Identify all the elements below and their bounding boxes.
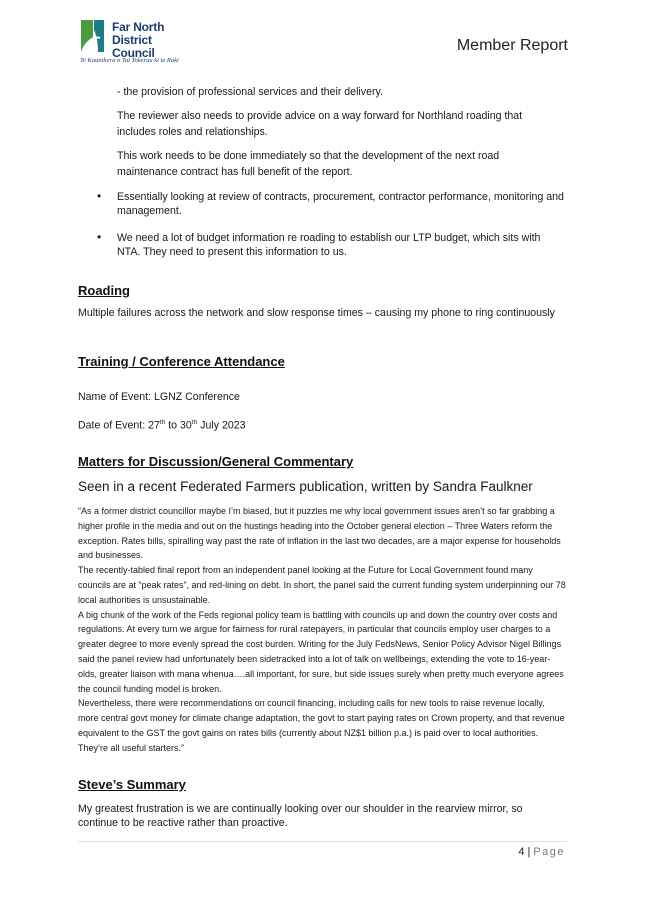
event-date (78, 416, 246, 433)
quote-paragraph-4: Nevertheless, there were recommendations on council financing, including calls for new tools to raise revenue locally, more central govt money for climate change adaptation, the govt to start paying rates on Crown property, and that revenue equivalent to the GST the govt gains on rates bills (currently about NZ$1 billion p.a.) is paid over to local authorities. They’re all useful starters.” (78, 698, 565, 753)
roading-heading: Roading (78, 283, 130, 298)
roading-text: Multiple failures across the network and slow response times – causing my phone to ring continuously (78, 307, 555, 319)
event-date-prefix: Date of Event: 27 (78, 419, 160, 432)
event-name: Name of Event: LGNZ Conference (78, 391, 240, 403)
bullet-icon: • (97, 189, 102, 203)
footer-separator: | (527, 846, 531, 858)
quote-paragraph-2: The recently-tabled final report from an independent panel looking at the Future for Local Government found many councils are at “peak rates”, and red-lining on debt. In short, the panel said the current funding system underpinning our 78 local authorities is unsustainable. (78, 565, 566, 605)
bullet-item-2: We need a lot of budget information re roading to establish our LTP budget, which sits with NTA. They need to present this information to us. (117, 232, 541, 258)
summary-heading: Steve’s Summary (78, 777, 186, 792)
event-date-mid: to 30 (165, 419, 192, 432)
matters-heading: Matters for Discussion/General Commentary (78, 454, 354, 469)
intro-paragraph-1: - the provision of professional services and their delivery. (117, 86, 383, 98)
bullet-item-1: Essentially looking at review of contracts, procurement, contractor performance, monitoring and management. (117, 191, 564, 217)
page-number: 4 (518, 846, 525, 858)
council-logo (78, 18, 188, 68)
document-title: Member Report (456, 37, 568, 54)
intro-paragraph-3: This work needs to be done immediately so that the development of the next road maintenance contract has full benefit of the report. (117, 150, 500, 178)
footer-divider (78, 841, 567, 842)
bullet-icon: • (97, 230, 102, 244)
council-emblem-icon (78, 18, 106, 54)
summary-text: My greatest frustration is we are continually looking over our shoulder in the rearview mirror, so continue to be reactive rather than proactive. (78, 803, 523, 829)
intro-paragraph-2: The reviewer also needs to provide advice on a way forward for Northland roading that includes roles and relationships. (117, 110, 523, 138)
org-tagline: Te Kaunihera o Tai Tokerau ki te Raki (80, 57, 179, 64)
page-label: Page (533, 846, 565, 858)
event-date-sup1: th (159, 419, 166, 426)
matters-subheading: Seen in a recent Federated Farmers publication, written by Sandra Faulkner (78, 479, 533, 494)
quote-block (78, 504, 566, 756)
quote-paragraph-1: “As a former district councillor maybe I’m biased, but it puzzles me why local government issues aren’t so far grabbing a higher profile in the media and out on the hustings heading into the October general election – Three Waters reform the exception. Rates bills, spiralling way past the rate of inflation in the last two decades, are a major expense for households and businesses. (78, 506, 561, 561)
org-name-line1: Far North (112, 20, 165, 34)
org-name-line2: District Council (112, 33, 155, 60)
org-name (112, 21, 188, 60)
training-heading: Training / Conference Attendance (78, 354, 285, 369)
quote-paragraph-3: A big chunk of the work of the Feds regional policy team is battling with councils up and down the country over costs and regulations. At every turn we argue for fairness for rural ratepayers, in particular that councils employ user charges to a greater degree to more evenly spread the cost burden. Writing for the July FedsNews, Senior Policy Advisor Nigel Billings said the panel review had unfortunately been sidetracked into a lot of talk on wellbeings, extending the vote to 16-year-olds, greater liaison with mana whenua….all important, for sure, but side issues surely when pretty much everyone agrees the council funding model is broken. (78, 609, 564, 694)
page-footer (518, 846, 565, 858)
event-date-suffix: July 2023 (197, 419, 246, 432)
event-date-sup2: th (191, 419, 198, 426)
